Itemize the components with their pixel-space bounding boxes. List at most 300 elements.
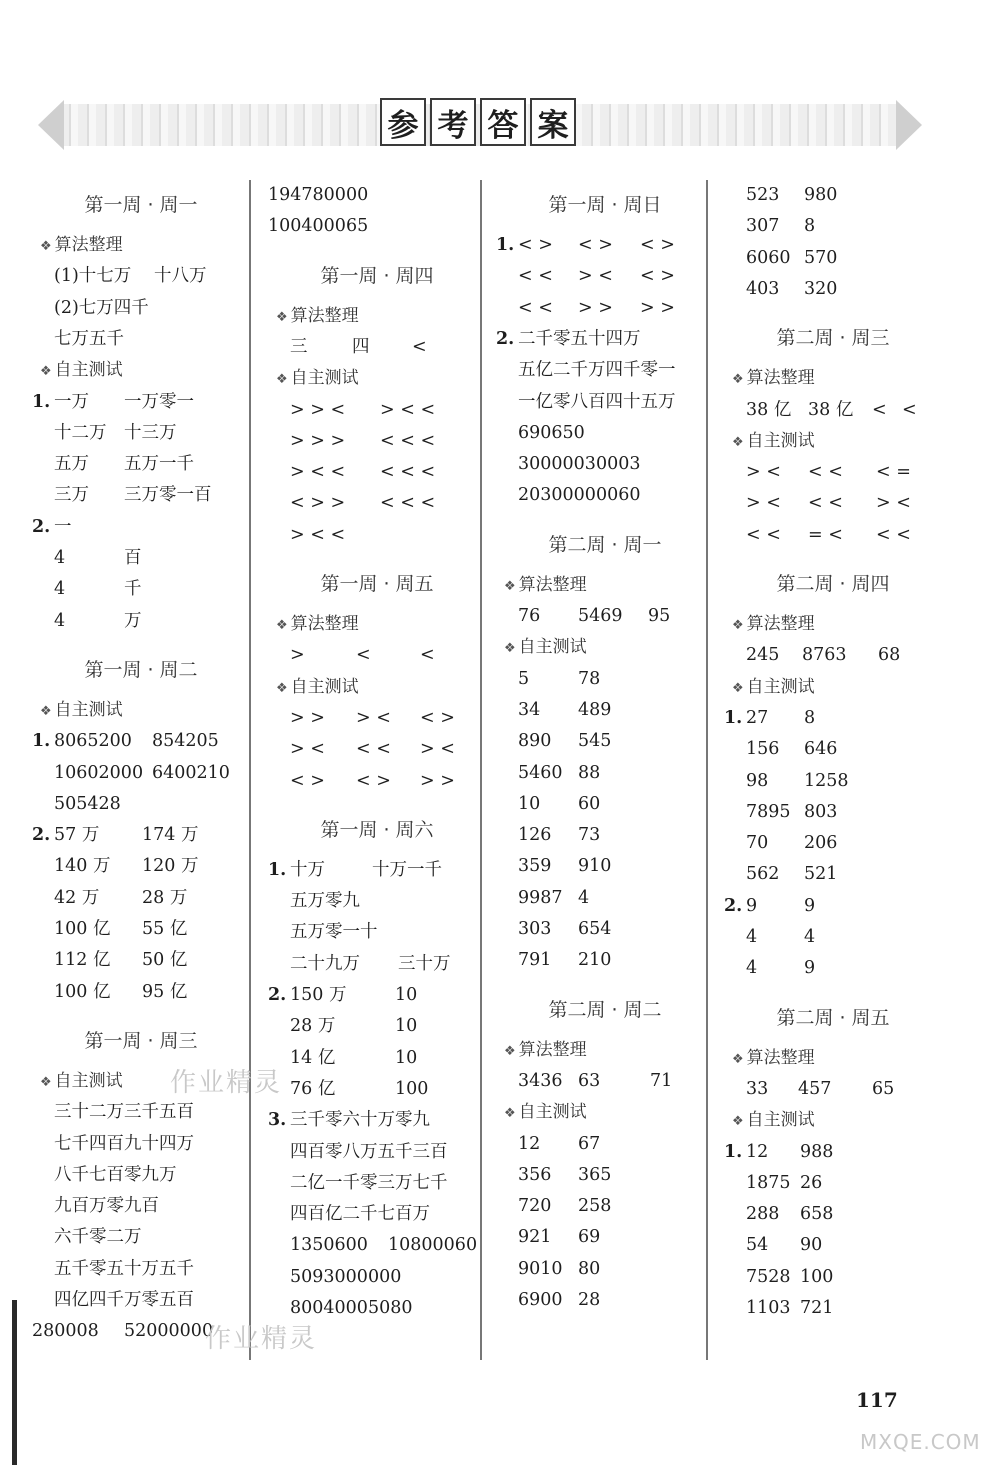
answer-row: [724, 1230, 954, 1260]
answer-value: 365: [578, 1164, 612, 1185]
answer-value: 690650: [518, 422, 585, 443]
banner-right-arrow-icon: [896, 100, 922, 150]
answer-value: 100: [395, 1078, 429, 1099]
answer-row: [268, 917, 498, 947]
answer-row: [32, 1285, 262, 1315]
answer-row: [32, 324, 262, 354]
answer-row: [268, 520, 498, 550]
answer-value: 10: [395, 1047, 418, 1068]
answer-row: [268, 1199, 498, 1229]
answer-value: 二亿一千零三万七千: [290, 1172, 448, 1193]
answer-value: 356: [518, 1164, 552, 1185]
answer-value: 721: [800, 1298, 834, 1318]
answer-row: [496, 1222, 726, 1252]
answer-value: 545: [578, 731, 612, 752]
answer-value: <: [412, 336, 427, 357]
answer-value: < < <: [380, 430, 436, 451]
answer-value: 7528: [746, 1266, 791, 1287]
diamond-bullet-icon: ❖: [504, 1106, 516, 1122]
subsection-label: [40, 230, 123, 260]
answer-value: 1258: [804, 770, 849, 791]
answer-value: < <: [808, 462, 843, 483]
answer-value: 280008: [32, 1321, 99, 1342]
answer-value: > <: [746, 462, 781, 483]
answer-value: 890: [518, 731, 552, 752]
answer-row: [268, 1230, 498, 1260]
answer-value: 五千零五十万五千: [54, 1258, 194, 1279]
answer-value: 100 亿: [54, 981, 111, 1002]
diamond-bullet-icon: ❖: [276, 372, 288, 388]
answer-value: 174 万: [142, 825, 199, 846]
answer-value: < >: [518, 235, 553, 255]
answer-value: 98: [746, 770, 769, 791]
diamond-bullet-icon: ❖: [732, 1051, 744, 1067]
answer-row: [268, 395, 498, 425]
answer-value: 403: [746, 278, 780, 299]
answer-row: [496, 945, 726, 975]
diamond-bullet-icon: ❖: [504, 1043, 516, 1059]
subsection-label: [276, 609, 359, 639]
answer-row: [32, 851, 262, 881]
answer-value: > <: [876, 493, 911, 514]
answer-value: 12: [518, 1133, 541, 1154]
answer-value: 38 亿: [808, 399, 854, 420]
answer-value: < <: [518, 297, 553, 318]
answer-value: 854205: [152, 731, 219, 752]
answer-value: 10800060: [388, 1235, 478, 1256]
answer-value: 457: [798, 1078, 832, 1099]
answer-value: 28: [578, 1290, 601, 1310]
question-number: 1.: [32, 731, 51, 752]
answer-value: < >: [420, 707, 455, 728]
answer-row: [32, 293, 262, 323]
answer-value: 69: [578, 1227, 601, 1248]
answer-value: > < <: [380, 399, 436, 420]
answer-row: [32, 1191, 262, 1221]
question-number: 2.: [268, 985, 287, 1005]
answer-row: [724, 922, 954, 952]
answer-value: 三万: [54, 485, 89, 506]
question-number: 2.: [32, 516, 51, 537]
answer-value: 156: [746, 739, 780, 760]
answer-value: 七千四百九十四万: [54, 1133, 194, 1154]
subsection-label: [276, 672, 359, 702]
answer-row: [268, 980, 498, 1010]
answer-value: 78: [578, 668, 601, 689]
answer-value: 245: [746, 645, 780, 666]
answer-value: 30000030003: [518, 454, 641, 475]
answer-value: 四: [352, 336, 370, 357]
subsection-label-text: 算法整理: [290, 614, 359, 634]
answer-value: 四百零八万五千三百: [290, 1141, 448, 1162]
answer-value: 73: [578, 825, 601, 846]
answer-row: [724, 797, 954, 827]
question-number: 1.: [496, 235, 515, 255]
answer-value: 100: [800, 1266, 834, 1287]
answer-value: 489: [578, 699, 612, 720]
section-heading: 第一周 · 周五: [320, 573, 434, 595]
answer-row: [496, 851, 726, 881]
answer-row: [496, 695, 726, 725]
answer-row: [496, 418, 726, 448]
answer-value: 4: [746, 958, 758, 979]
answer-row: [496, 261, 726, 291]
answer-value: 791: [518, 950, 552, 971]
answer-value: 8763: [802, 645, 847, 666]
answer-value: < >: [640, 235, 675, 255]
answer-value: 9010: [518, 1258, 563, 1279]
answer-value: 七万五千: [54, 328, 124, 349]
answer-value: < >: [356, 770, 391, 791]
answer-row: [496, 480, 726, 510]
answer-value: 57 万: [54, 825, 100, 846]
subsection-label: [732, 609, 815, 639]
answer-value: > < <: [290, 524, 346, 545]
subsection-label-text: 自主测试: [290, 368, 359, 389]
answer-row: [268, 1137, 498, 1167]
answer-row: [496, 1066, 726, 1096]
answer-row: [496, 230, 726, 260]
answer-value: 10602000: [54, 762, 144, 783]
answer-value: 三十万: [398, 953, 451, 974]
section-heading: 第二周 · 周二: [548, 998, 662, 1021]
title-char: 参: [380, 98, 426, 146]
answer-row: [724, 766, 954, 796]
answer-value: > >: [420, 770, 455, 791]
answer-value: 8: [804, 707, 816, 728]
answer-value: 五万一千: [124, 454, 194, 475]
subsection-label: [504, 1097, 587, 1127]
subsection-label-text: 算法整理: [54, 235, 123, 255]
answer-value: 六千零二万: [54, 1227, 142, 1248]
answer-row: [32, 883, 262, 913]
answer-value: 720: [518, 1196, 552, 1217]
answer-value: 三十二万三千五百: [54, 1102, 194, 1123]
diamond-bullet-icon: ❖: [504, 641, 516, 657]
answer-row: [268, 457, 498, 487]
subsection-label-text: 算法整理: [518, 574, 587, 595]
answer-row: [496, 820, 726, 850]
section-heading: 第一周 · 周四: [320, 264, 434, 287]
answer-value: 288: [746, 1204, 780, 1225]
diamond-bullet-icon: ❖: [732, 618, 744, 633]
binding-edge: [12, 1300, 17, 1465]
answer-value: 八千七百零九万: [54, 1164, 177, 1185]
answer-row: [724, 1168, 954, 1198]
subsection-label: [40, 695, 123, 725]
answer-value: <: [872, 399, 887, 420]
subsection-label: [504, 1035, 587, 1065]
answer-row: [496, 324, 726, 354]
answer-value: < =: [876, 462, 911, 483]
answer-value: > > <: [290, 399, 346, 420]
answer-row: [724, 457, 954, 487]
answer-row: [268, 211, 498, 241]
answer-row: [724, 703, 954, 733]
answer-value: 80040005080: [290, 1298, 413, 1318]
answer-row: [724, 1074, 954, 1104]
answer-value: 一亿零八百四十五万: [518, 391, 676, 412]
answer-value: 二十九万: [290, 953, 360, 974]
page-title: [380, 98, 576, 146]
subsection-label: [732, 1105, 815, 1135]
answer-value: 9987: [518, 887, 563, 908]
subsection-label: [732, 426, 815, 456]
answer-value: 7895: [746, 801, 791, 822]
section-heading: 第一周 · 周六: [320, 818, 434, 841]
answer-value: 80: [578, 1258, 601, 1279]
diamond-bullet-icon: ❖: [504, 578, 516, 594]
diamond-bullet-icon: ❖: [732, 1114, 744, 1130]
answer-row: [724, 1293, 954, 1323]
answer-value: 四百亿二千七百万: [290, 1204, 430, 1225]
answer-row: [724, 828, 954, 858]
answer-row: [32, 758, 262, 788]
answer-value: < >: [578, 235, 613, 255]
subsection-label: [40, 355, 123, 385]
answer-value: 四亿四千万零五百: [54, 1290, 194, 1310]
answer-value: 三千零六十万零九: [290, 1110, 430, 1131]
answer-value: 五万零九: [290, 891, 360, 912]
section-heading: 第一周 · 周一: [84, 194, 198, 216]
answer-value: 百: [124, 548, 142, 568]
answer-value: 303: [518, 919, 552, 939]
answer-value: < >: [640, 266, 675, 287]
answer-row: [724, 274, 954, 304]
answer-value: 63: [578, 1070, 601, 1091]
subsection-label: [732, 672, 815, 702]
answer-value: > <: [420, 739, 455, 760]
answer-value: 9: [804, 895, 816, 916]
answer-value: 90: [800, 1235, 823, 1256]
answer-value: 258: [578, 1196, 612, 1217]
answer-value: 1875: [746, 1172, 791, 1193]
answer-value: 一万零一: [124, 391, 194, 412]
answer-value: 210: [578, 950, 612, 971]
subsection-label-text: 算法整理: [290, 305, 359, 326]
answer-row: [496, 1129, 726, 1159]
answer-row: [724, 180, 954, 210]
subsection-label: [276, 301, 359, 331]
answer-value: 65: [872, 1078, 895, 1099]
answer-value: 9: [804, 958, 816, 979]
answer-row: [32, 512, 262, 542]
title-char: 案: [530, 98, 576, 146]
subsection-label-text: 自主测试: [54, 360, 123, 381]
subsection-label-text: 自主测试: [746, 1110, 815, 1131]
answer-value: <: [902, 399, 917, 420]
answer-row: [496, 664, 726, 694]
subsection-label: [504, 570, 587, 600]
answer-value: >: [290, 645, 305, 666]
answer-value: 10: [518, 793, 541, 814]
answer-value: 1103: [746, 1298, 791, 1318]
answer-value: 5460: [518, 762, 563, 783]
answer-row: [724, 243, 954, 273]
answer-value: 52000000: [124, 1321, 214, 1342]
subsection-label-text: 自主测试: [518, 637, 587, 658]
answer-row: [496, 355, 726, 385]
answer-value: 88: [578, 762, 601, 783]
answer-value: 70: [746, 833, 769, 854]
answer-value: 4: [578, 887, 590, 908]
answer-value: 33: [746, 1078, 769, 1099]
answer-row: [32, 1222, 262, 1252]
diamond-bullet-icon: ❖: [732, 434, 744, 450]
answer-value: 55 亿: [142, 919, 188, 939]
answer-value: 五亿二千万四千零一: [518, 360, 676, 381]
answer-row: [724, 488, 954, 518]
answer-row: [496, 1160, 726, 1190]
banner-left-arrow-icon: [38, 100, 64, 150]
answer-value: 988: [800, 1141, 834, 1162]
answer-row: [268, 640, 498, 670]
answer-row: [268, 766, 498, 796]
answer-row: [32, 418, 262, 448]
answer-row: [496, 726, 726, 756]
answer-value: 150 万: [290, 985, 347, 1005]
answer-value: 921: [518, 1227, 552, 1248]
answer-row: [724, 734, 954, 764]
answer-row: [496, 1285, 726, 1315]
subsection-label-text: 算法整理: [746, 614, 815, 634]
answer-row: [268, 855, 498, 885]
answer-row: [496, 449, 726, 479]
answer-value: 95 亿: [142, 981, 188, 1002]
answer-row: [724, 640, 954, 670]
answer-row: [32, 820, 262, 850]
answer-value: 112 亿: [54, 950, 111, 971]
answer-row: [268, 426, 498, 456]
answer-value: 658: [800, 1204, 834, 1225]
answer-row: [32, 977, 262, 1007]
answer-row: [268, 1043, 498, 1073]
watermark: 作业精灵: [205, 1324, 318, 1354]
subsection-label-text: 自主测试: [54, 699, 123, 720]
answer-value: > >: [290, 707, 325, 728]
answer-value: 14 亿: [290, 1047, 336, 1068]
answer-value: 100400065: [268, 216, 369, 237]
answer-value: 三万零一百: [124, 485, 212, 506]
answer-value: 十万: [290, 859, 325, 880]
answer-row: [268, 1262, 498, 1292]
answer-value: 28 万: [142, 887, 188, 908]
answer-row: [724, 211, 954, 241]
answer-row: [724, 859, 954, 889]
answer-value: 521: [804, 864, 838, 885]
diamond-bullet-icon: ❖: [40, 1074, 52, 1090]
answer-row: [268, 734, 498, 764]
answer-value: 359: [518, 856, 552, 877]
answer-value: (2)七万四千: [54, 297, 149, 318]
answer-value: 6900: [518, 1290, 563, 1310]
answer-value: < <: [746, 524, 781, 545]
answer-value: 980: [804, 185, 838, 205]
answer-value: (1)十七万: [54, 266, 132, 287]
answer-value: 67: [578, 1133, 601, 1154]
answer-row: [32, 726, 262, 756]
answer-value: < >: [290, 770, 325, 791]
title-char: 考: [430, 98, 476, 146]
answer-value: 60: [578, 793, 601, 814]
diamond-bullet-icon: ❖: [40, 364, 52, 380]
answer-value: < <: [518, 266, 553, 287]
subsection-label-text: 自主测试: [746, 430, 815, 451]
answer-value: < <: [808, 493, 843, 514]
answer-row: [32, 1160, 262, 1190]
answer-value: 71: [650, 1070, 673, 1091]
answer-value: 206: [804, 833, 838, 854]
question-number: 1.: [724, 707, 743, 728]
answer-row: [496, 293, 726, 323]
answer-value: 1350600: [290, 1235, 368, 1256]
diamond-bullet-icon: ❖: [40, 703, 52, 719]
answer-value: 140 万: [54, 856, 111, 877]
answer-value: 6400210: [152, 762, 230, 783]
answer-value: 十八万: [154, 266, 207, 287]
answer-value: = <: [808, 524, 843, 545]
answer-value: 4: [54, 610, 66, 631]
answer-value: 307: [746, 216, 780, 237]
answer-value: < < <: [380, 462, 436, 483]
answer-row: [32, 387, 262, 417]
answer-row: [724, 1199, 954, 1229]
answer-value: 5469: [578, 606, 623, 626]
answer-row: [496, 758, 726, 788]
answer-row: [268, 180, 498, 210]
answer-row: [496, 387, 726, 417]
answer-row: [496, 789, 726, 819]
answer-row: [496, 914, 726, 944]
answer-row: [32, 914, 262, 944]
answer-value: 38 亿: [746, 399, 792, 420]
answer-value: 十二万: [54, 422, 107, 443]
answer-value: 95: [648, 606, 671, 626]
answer-value: 562: [746, 864, 780, 885]
question-number: 2.: [32, 825, 51, 846]
answer-value: 126: [518, 825, 552, 846]
answer-value: 十万一千: [372, 859, 442, 880]
section-heading: 第二周 · 周三: [776, 327, 890, 350]
answer-row: [32, 480, 262, 510]
watermark: 作业精灵: [170, 1068, 283, 1098]
answer-value: > < <: [290, 462, 346, 483]
diamond-bullet-icon: ❖: [732, 372, 744, 388]
answer-row: [268, 1074, 498, 1104]
answer-row: [496, 1254, 726, 1284]
answer-value: 803: [804, 801, 838, 822]
subsection-label: [276, 363, 359, 393]
answer-row: [32, 543, 262, 573]
answer-value: 9: [746, 895, 758, 916]
answer-row: [724, 953, 954, 983]
section-heading: 第一周 · 周日: [548, 194, 662, 216]
answer-value: > > >: [290, 430, 346, 451]
answer-row: [496, 601, 726, 631]
answer-row: [32, 574, 262, 604]
answer-row: [724, 1262, 954, 1292]
answer-value: 120 万: [142, 856, 199, 877]
answer-row: [32, 1097, 262, 1127]
answer-value: > <: [356, 707, 391, 728]
page-number: 117: [856, 1388, 898, 1412]
answer-row: [268, 949, 498, 979]
answer-row: [268, 1105, 498, 1135]
diamond-bullet-icon: ❖: [40, 239, 52, 254]
answer-value: 68: [878, 645, 901, 666]
subsection-label-text: 自主测试: [54, 1070, 123, 1091]
title-char: 答: [480, 98, 526, 146]
